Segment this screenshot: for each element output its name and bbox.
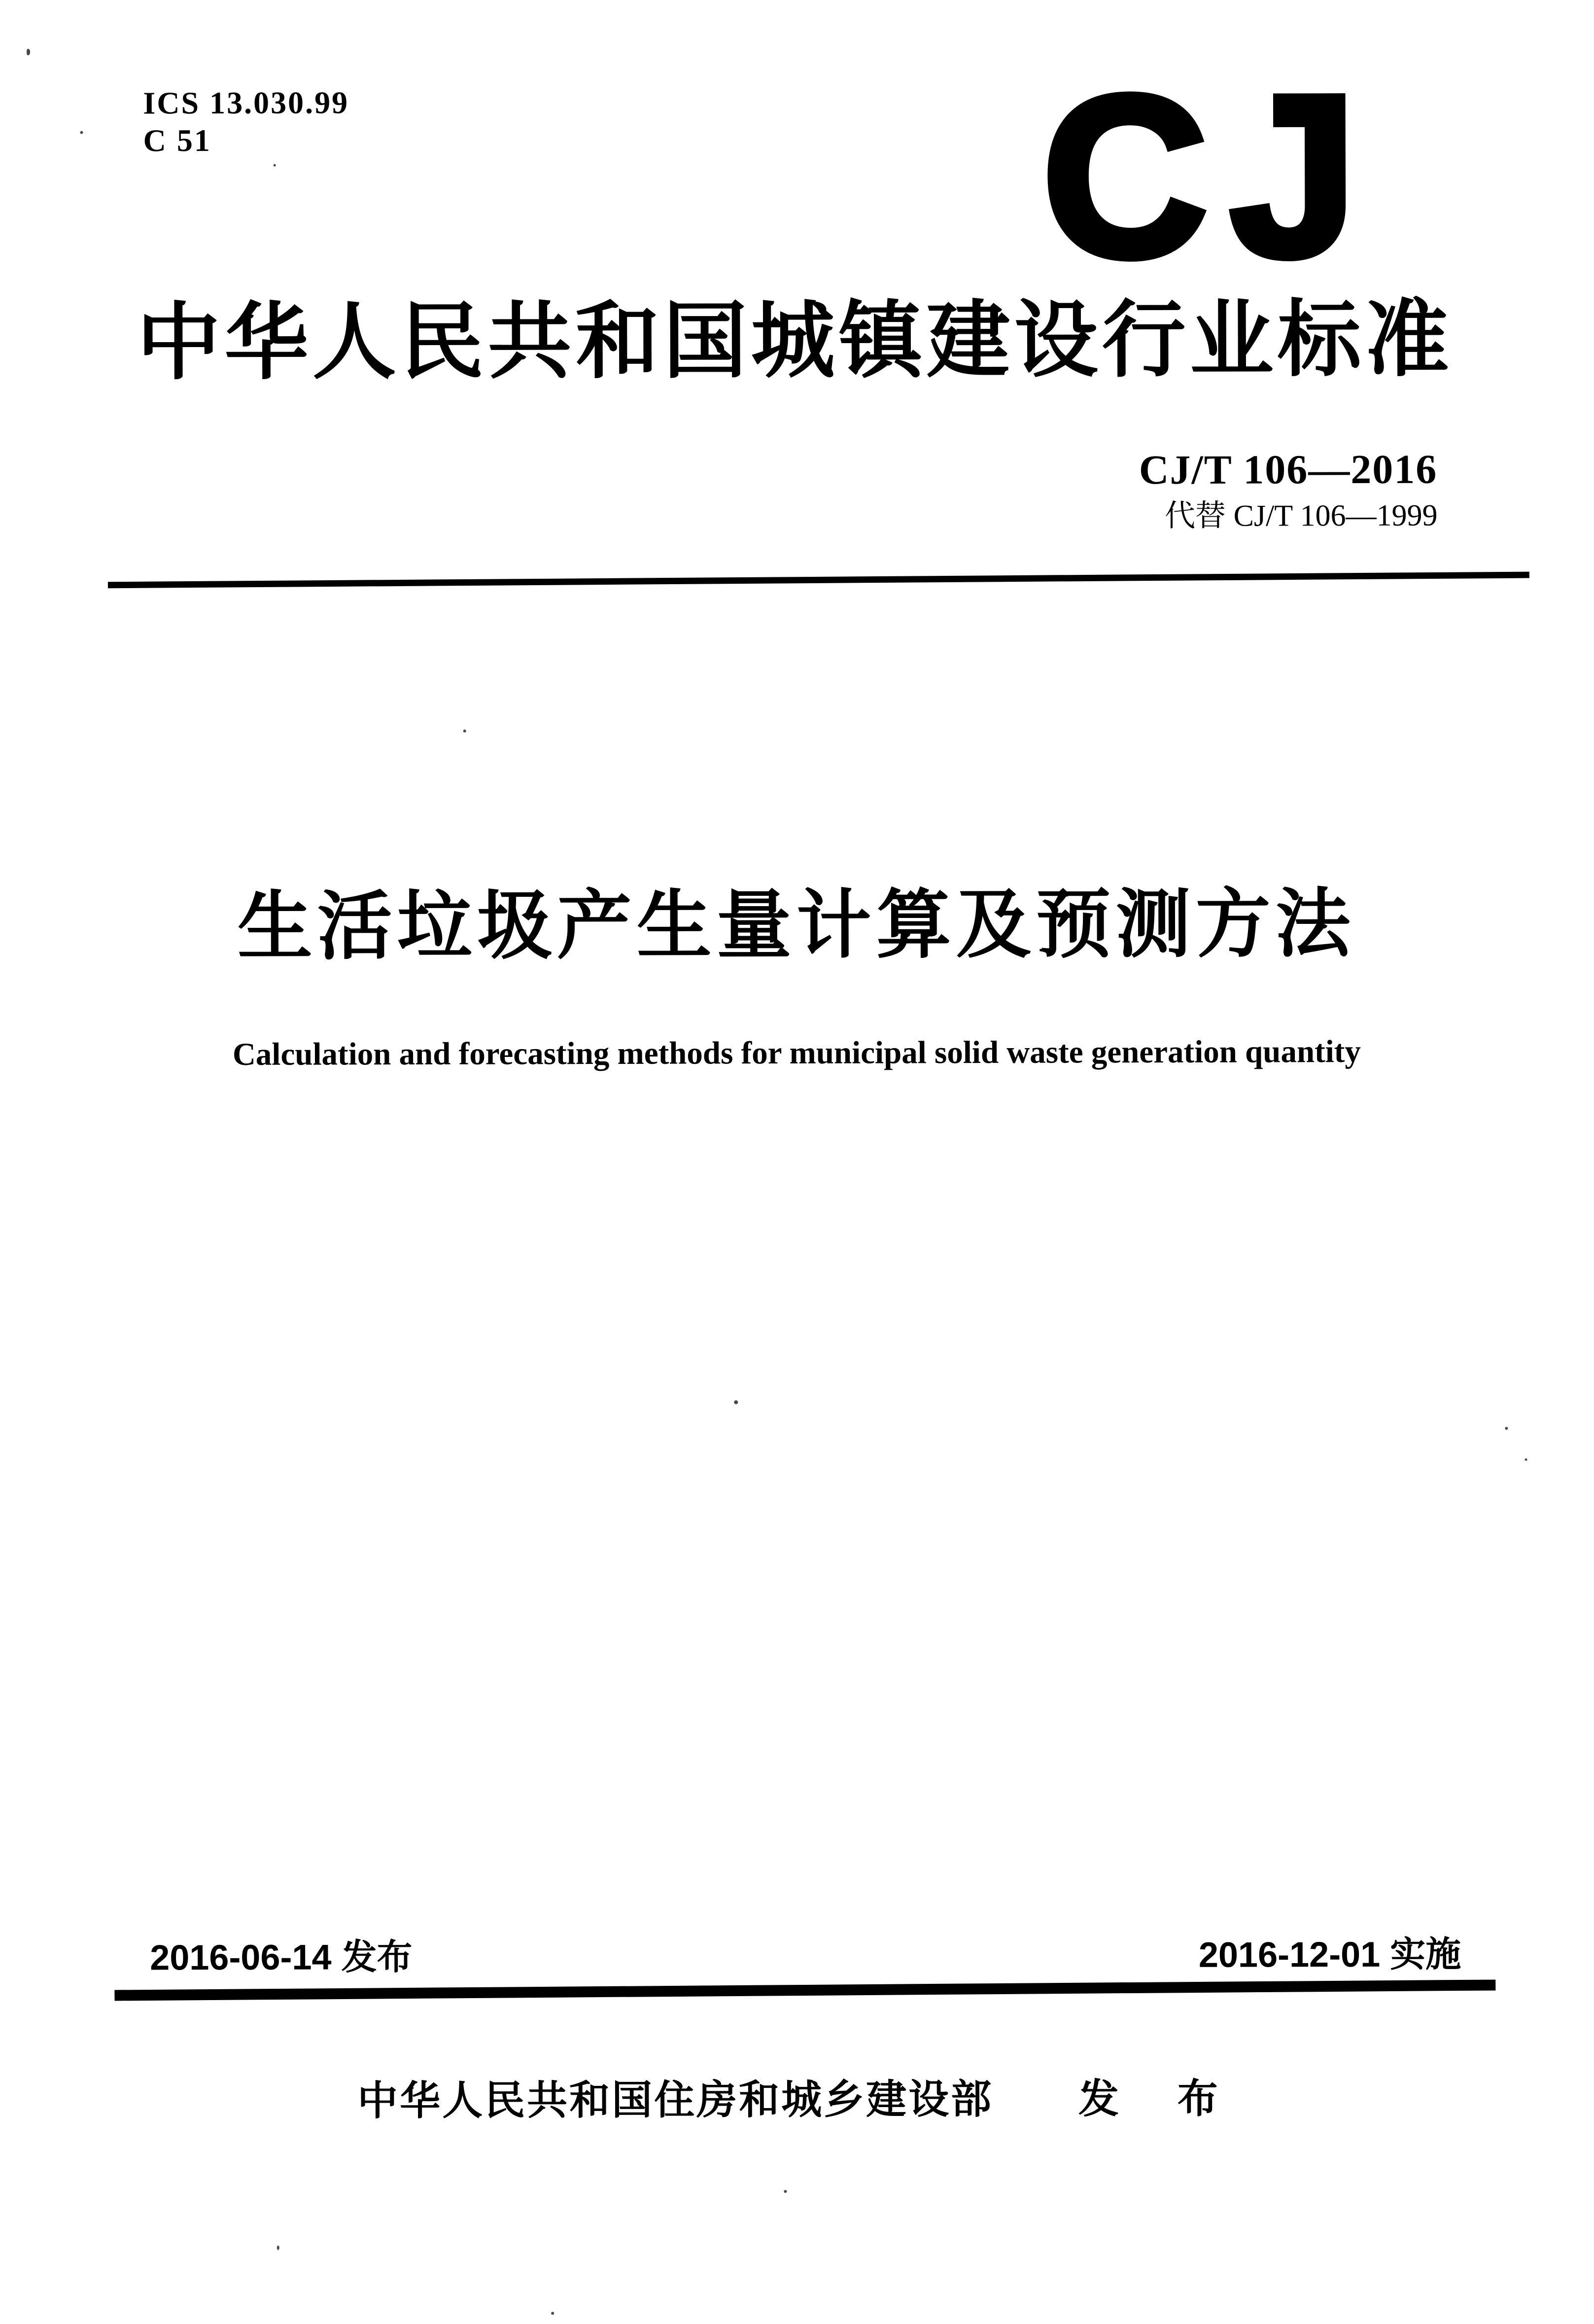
footer-divider-rule [114,1979,1495,2001]
document-title-english: Calculation and forecasting methods for municipal solid waste generation quantity [232,1034,1361,1072]
date-row [150,1934,1461,1978]
scan-speck [1505,1427,1508,1430]
publisher-name: 中华人民共和国住房和城乡建设部 [357,2077,994,2124]
standard-code: CJ/T 106—2016 [1139,446,1438,493]
cj-standard-logo: CJ [1041,47,1380,305]
scan-speck [1525,1458,1527,1461]
standard-number-block [1139,446,1438,535]
scan-speck [27,49,30,55]
scan-speck [80,131,83,134]
scan-speck [463,730,466,733]
china-class-code: C 51 [143,123,211,158]
standard-category-title: 中华人民共和国城镇建设行业标准 [137,292,1453,390]
scan-speck [784,2190,787,2193]
publisher-row [2,2074,1594,2127]
publish-label: 发 布 [1078,2076,1242,2122]
replaced-standard-note: 代替 CJ/T 106—1999 [1165,498,1438,533]
scan-speck [734,1400,738,1404]
scan-speck [274,164,276,167]
ics-classification-block [143,84,349,159]
header-divider-rule [108,572,1529,589]
scan-speck [277,2246,279,2250]
document-title-chinese: 生活垃圾产生量计算及预测方法 [237,882,1355,969]
ics-code: ICS 13.030.99 [143,85,349,121]
issue-date: 2016-06-14 发布 [150,1937,413,1978]
scan-speck [551,2312,554,2315]
implementation-date: 2016-12-01 实施 [1198,1935,1461,1975]
